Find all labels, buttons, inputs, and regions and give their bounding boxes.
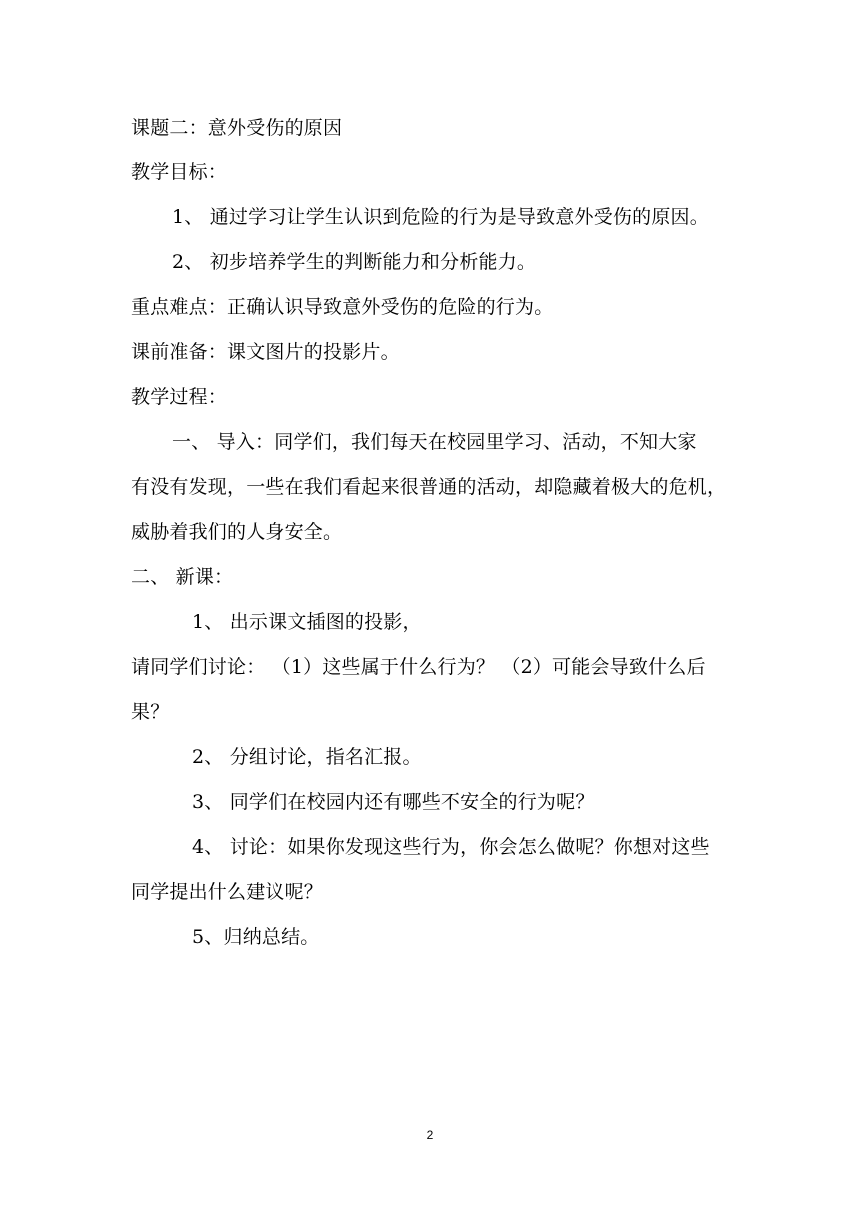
key-difficulty: 重点难点：正确认识导致意外受伤的危险的行为。 [131,296,554,318]
goal-item-1: 1、 通过学习让学生认识到危险的行为是导致意外受伤的原因。 [172,206,709,228]
preparation: 课前准备：课文图片的投影片。 [131,341,400,363]
heading-teaching-goals: 教学目标： [131,161,228,183]
page-number: 2 [426,1128,434,1142]
section-intro-line-2: 有没有发现，一些在我们看起来很普通的活动，却隐藏着极大的危机， [131,476,727,498]
step-2: 2、 分组讨论，指名汇报。 [192,746,422,768]
step-1: 1、 出示课文插图的投影， [192,611,422,633]
lesson-title: 课题二：意外受伤的原因 [131,117,343,139]
section-new-lesson-heading: 二、 新课： [131,566,234,588]
goal-item-2: 2、 初步培养学生的判断能力和分析能力。 [172,251,537,273]
step-5: 5、归纳总结。 [192,926,320,948]
section-intro-line-3: 威胁着我们的人身安全。 [131,521,343,543]
heading-teaching-process: 教学过程： [131,386,228,408]
section-intro-line-1: 一、 导入：同学们，我们每天在校园里学习、活动，不知大家 [172,431,697,453]
discussion-questions-line-1: 请同学们讨论： （1）这些属于什么行为？ （2）可能会导致什么后 [131,656,706,678]
step-4-line-1: 4、 讨论：如果你发现这些行为，你会怎么做呢？你想对这些 [192,836,710,858]
discussion-questions-line-2: 果？ [131,701,170,723]
step-4-line-2: 同学提出什么建议呢？ [131,881,324,903]
step-3: 3、 同学们在校园内还有哪些不安全的行为呢？ [192,791,595,813]
